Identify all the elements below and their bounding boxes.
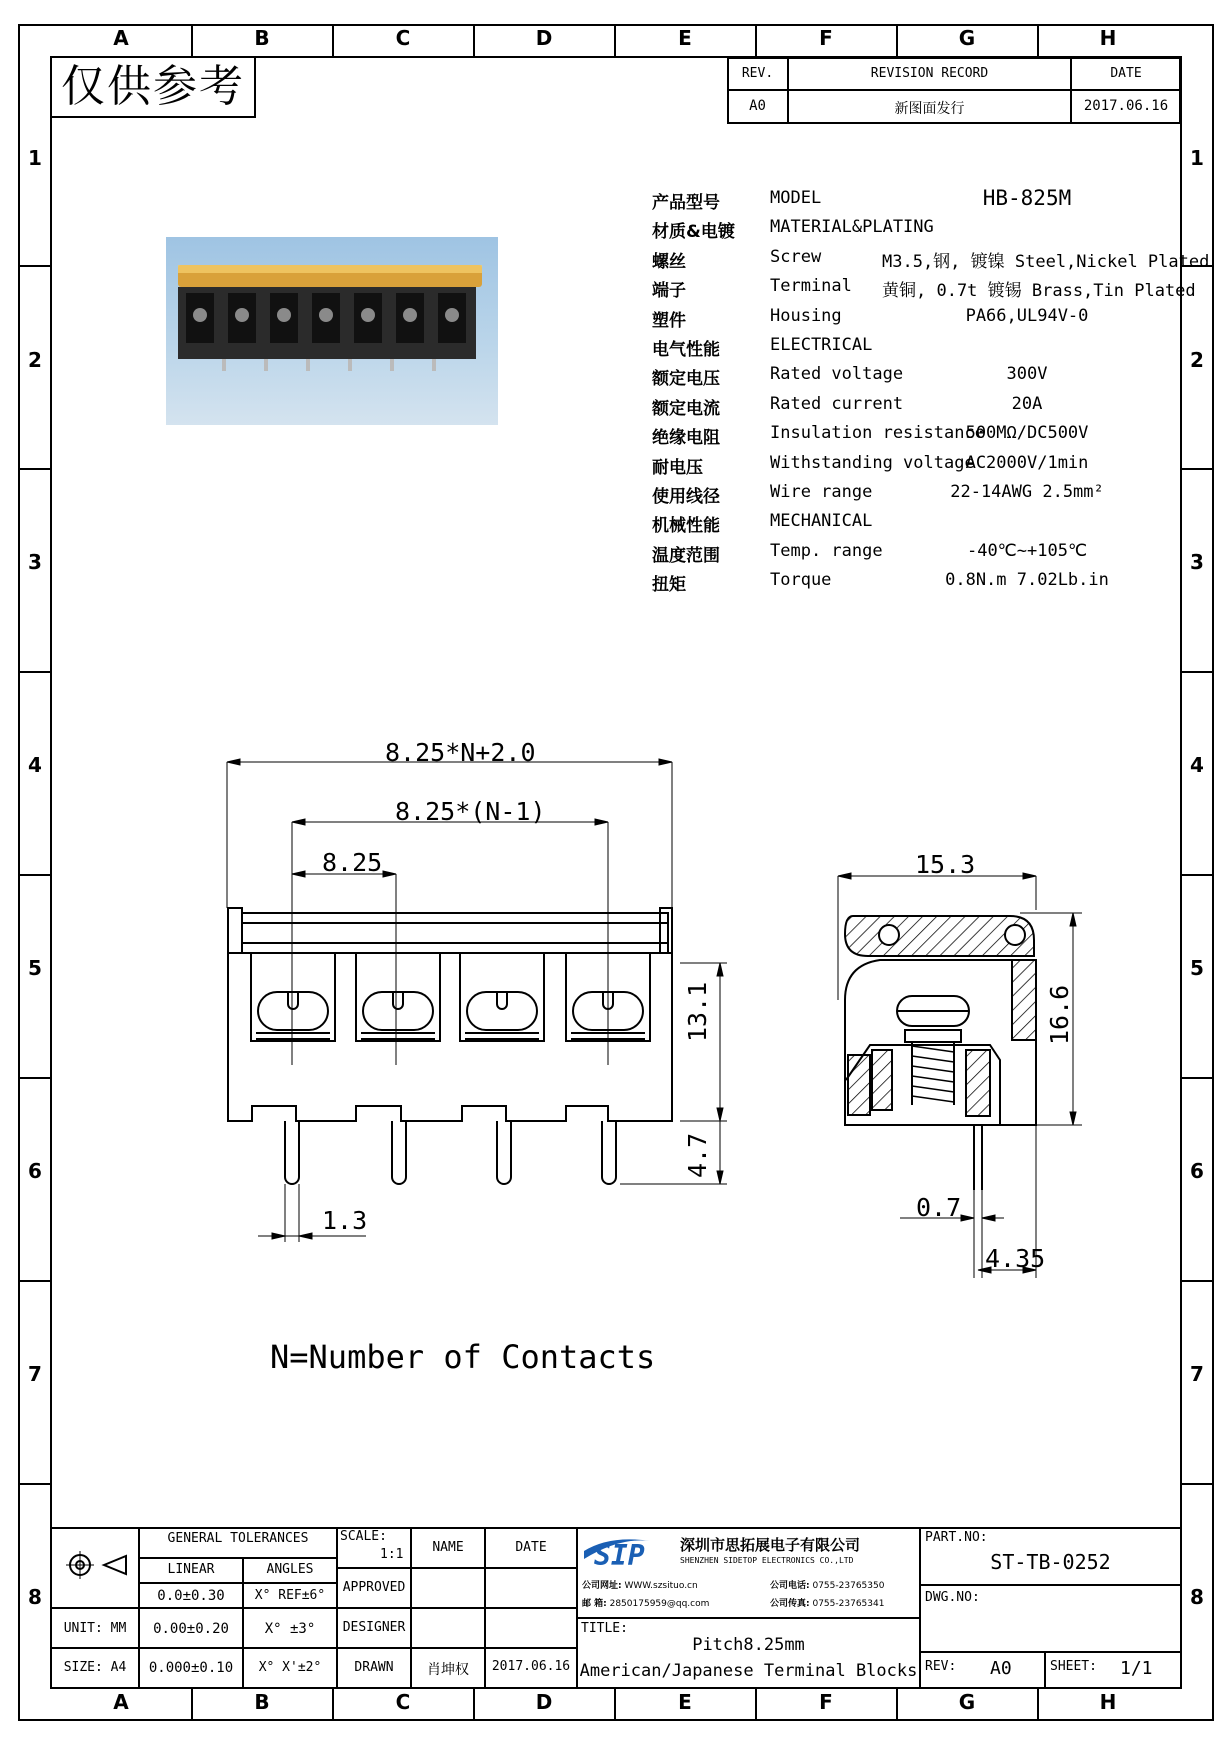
grid-row-label: 3 (1190, 550, 1204, 574)
contacts-note: N=Number of Contacts (270, 1338, 656, 1376)
grid-row-label: 8 (1190, 1585, 1204, 1609)
scale-label: SCALE: (340, 1529, 387, 1544)
title-label: TITLE: (581, 1621, 628, 1636)
spec-label-en: MATERIAL&PLATING (770, 217, 934, 238)
name-label: NAME (432, 1540, 464, 1555)
spec-label-en: Terminal (770, 276, 852, 297)
spec-value: 500MΩ/DC500V (965, 423, 1089, 444)
grid-row-label: 3 (28, 550, 42, 574)
angle-tol-2: X° ±3° (264, 1621, 316, 1637)
spec-value: 300V (1006, 364, 1048, 385)
grid-column-label: B (254, 1690, 270, 1714)
unit-label: UNIT: MM (63, 1621, 127, 1636)
spec-label-en: Screw (770, 246, 822, 267)
company-name-en: SHENZHEN SIDETOP ELECTRONICS CO.,LTD (680, 1556, 854, 1565)
dim-pitch: 8.25 (322, 848, 383, 877)
spec-label-cn: 扭矩 (652, 575, 686, 596)
grid-row-label: 2 (28, 348, 42, 372)
grid-column-label: D (535, 1690, 553, 1714)
angles-header: ANGLES (266, 1562, 314, 1577)
company-logo (580, 1531, 672, 1573)
dim-span: 8.25*(N-1) (395, 797, 546, 826)
dim-pin-width: 1.3 (322, 1206, 368, 1235)
spec-label-cn: 绝缘电阻 (652, 428, 720, 449)
angle-tol-3: X° X'±2° (258, 1660, 322, 1675)
general-tolerances: GENERAL TOLERANCES (167, 1531, 309, 1546)
rev-label: REV: (925, 1659, 957, 1674)
grid-column-label: G (958, 26, 976, 50)
rev-value: A0 (749, 98, 766, 114)
grid-row-label: 2 (1190, 348, 1204, 372)
spec-label-cn: 机械性能 (652, 516, 720, 537)
dim-side-width: 15.3 (915, 850, 976, 879)
grid-row-label: 1 (1190, 146, 1204, 170)
spec-label-en: Insulation resistance (770, 423, 985, 444)
company-name-cn: 深圳市思拓展电子有限公司 (680, 1536, 861, 1554)
dim-pin-offset: 4.35 (985, 1244, 1046, 1273)
sheet-value: 1/1 (1120, 1658, 1153, 1679)
grid-column-label: A (113, 1690, 129, 1714)
dim-pin-length: 4.7 (683, 1132, 712, 1178)
linear-header: LINEAR (167, 1562, 215, 1577)
grid-column-label: H (1099, 1690, 1117, 1714)
spec-label-cn: 额定电压 (652, 369, 720, 390)
spec-value: 20A (1011, 393, 1043, 414)
rev-value-block: A0 (990, 1658, 1012, 1679)
spec-value: 黄铜, 0.7t 镀锡 Brass,Tin Plated (882, 281, 1196, 302)
grid-row-label: 5 (28, 956, 42, 980)
dim-body-height: 13.1 (683, 981, 712, 1042)
spec-label-cn: 产品型号 (652, 193, 720, 213)
date-header: DATE (1110, 66, 1142, 81)
grid-column-label: C (395, 1690, 411, 1714)
grid-row-label: 4 (28, 753, 42, 777)
grid-column-label: G (958, 1690, 976, 1714)
spec-value: PA66,UL94V-0 (965, 305, 1089, 326)
logo-graphic (580, 1531, 672, 1573)
spec-label-cn: 耐电压 (652, 457, 703, 478)
grid-row-label: 6 (1190, 1159, 1204, 1183)
spec-value: HB-825M (982, 186, 1072, 210)
spec-label-en: Withstanding voltage (770, 452, 975, 473)
contact-fax: 公司传真: 0755-23765341 (770, 1599, 885, 1609)
linear-tol-2: 0.00±0.20 (153, 1621, 229, 1637)
dim-terminal-thickness: 0.7 (916, 1193, 962, 1222)
drawn-label: DRAWN (354, 1660, 394, 1675)
scale-value: 1:1 (380, 1547, 404, 1562)
spec-value: 0.8N.m 7.02Lb.in (945, 570, 1109, 591)
spec-value: 22-14AWG 2.5mm² (950, 482, 1104, 502)
grid-row-label: 4 (1190, 753, 1204, 777)
spec-label-cn: 端子 (652, 281, 686, 302)
spec-value: AC2000V/1min (965, 452, 1089, 473)
spec-label-en: MODEL (770, 188, 822, 208)
spec-label-en: Rated voltage (770, 364, 904, 385)
grid-row-label: 7 (1190, 1362, 1204, 1386)
sheet-label: SHEET: (1050, 1659, 1097, 1674)
linear-tol-1: 0.0±0.30 (157, 1588, 225, 1604)
grid-column-label: D (535, 26, 553, 50)
designer-label: DESIGNER (342, 1620, 406, 1635)
spec-label-cn: 螺丝 (652, 251, 686, 272)
approved-label: APPROVED (342, 1580, 406, 1595)
title-line-2: American/Japanese Terminal Blocks (579, 1661, 918, 1681)
spec-label-cn: 材质&电镀 (652, 222, 735, 243)
revision-date-value: 2017.06.16 (1083, 98, 1169, 114)
part-no-value: ST-TB-0252 (990, 1550, 1111, 1574)
spec-label-en: Rated current (770, 393, 904, 414)
date-label: DATE (515, 1540, 547, 1555)
contact-phone: 公司电话: 0755-23765350 (770, 1581, 885, 1591)
spec-label-cn: 额定电流 (652, 398, 720, 419)
spec-label-en: Housing (770, 305, 842, 326)
grid-row-label: 6 (28, 1159, 42, 1183)
spec-label-cn: 温度范围 (652, 545, 720, 566)
dim-overall: 8.25*N+2.0 (385, 738, 536, 767)
spec-label-cn: 电气性能 (652, 340, 720, 360)
drawn-name: 肖坤权 (427, 1662, 469, 1678)
grid-column-label: C (395, 26, 411, 50)
angle-tol-1: X° REF±6° (254, 1588, 326, 1603)
revision-record-value: 新图面发行 (894, 101, 965, 117)
grid-column-label: F (819, 1690, 833, 1714)
linear-tol-3: 0.000±0.10 (148, 1660, 234, 1676)
grid-column-label: H (1099, 26, 1117, 50)
grid-column-label: E (678, 26, 692, 50)
spec-value: -40℃~+105℃ (966, 540, 1088, 561)
contact-mail: 邮 箱: 2850175959@qq.com (582, 1599, 710, 1609)
logo-text: SIP (594, 1539, 645, 1572)
grid-column-label: F (819, 26, 833, 50)
grid-column-label: B (254, 26, 270, 50)
rev-header: REV. (741, 66, 774, 81)
grid-column-label: A (113, 26, 129, 50)
spec-label-en: MECHANICAL (770, 511, 873, 532)
drawn-date: 2017.06.16 (491, 1659, 571, 1674)
contact-web: 公司网址: WWW.szsituo.cn (582, 1581, 698, 1591)
spec-label-en: Torque (770, 570, 832, 591)
spec-label-en: ELECTRICAL (770, 335, 873, 355)
dim-side-height: 16.6 (1045, 984, 1074, 1045)
grid-row-label: 7 (28, 1362, 42, 1386)
dwg-no-label: DWG.NO: (925, 1590, 980, 1605)
grid-row-label: 5 (1190, 956, 1204, 980)
part-no-label: PART.NO: (925, 1530, 988, 1545)
spec-label-en: Temp. range (770, 540, 883, 561)
revision-record-header: REVISION RECORD (870, 66, 989, 81)
grid-row-label: 1 (28, 146, 42, 170)
spec-value: M3.5,钢, 镀镍 Steel,Nickel Plated (882, 251, 1210, 272)
title-line-1: Pitch8.25mm (692, 1635, 805, 1655)
grid-row-label: 8 (28, 1585, 42, 1609)
spec-label-cn: 塑件 (652, 310, 686, 331)
reference-stamp: 仅供参考 (52, 58, 256, 118)
grid-column-label: E (678, 1690, 692, 1714)
spec-label-en: Wire range (770, 482, 873, 502)
spec-label-cn: 使用线径 (652, 487, 720, 507)
size-label: SIZE: A4 (63, 1660, 127, 1675)
